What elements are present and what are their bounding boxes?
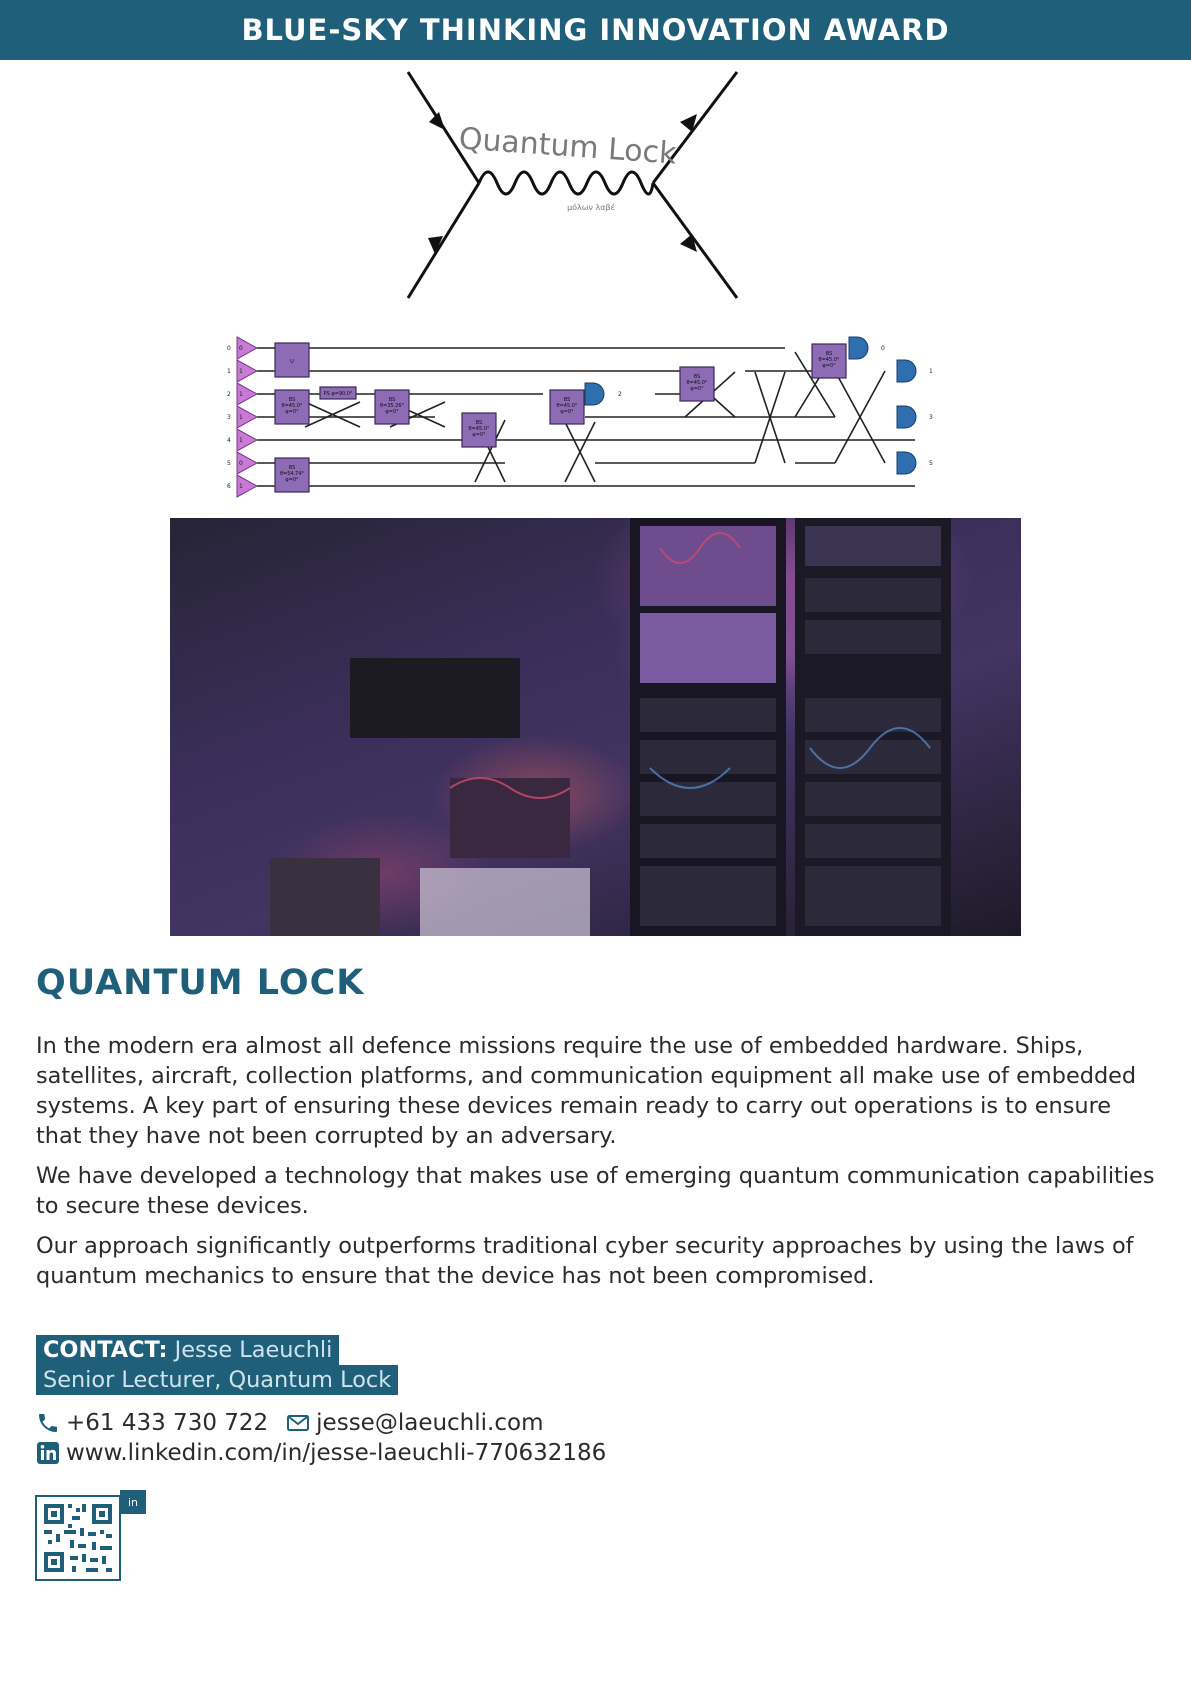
logo-motto: μόλων λαβέ <box>567 203 615 212</box>
circuit-input-label: 0 <box>239 460 243 467</box>
photon-wave <box>479 172 653 194</box>
detector <box>897 360 916 382</box>
phone-icon <box>36 1411 60 1435</box>
svg-text:θ=54.74°: θ=54.74° <box>279 471 305 477</box>
unitary-gate-label: U <box>290 359 294 365</box>
detector-label: 5 <box>929 460 933 467</box>
svg-text:BS: BS <box>288 397 296 403</box>
lab-hardware-photo <box>170 518 1021 936</box>
linkedin-icon <box>36 1441 60 1465</box>
arrow-top-left <box>429 112 445 130</box>
quantum-lock-logo <box>395 68 795 308</box>
detector-label: 3 <box>929 414 933 421</box>
circuit-input-label: 0 <box>239 345 243 352</box>
svg-text:θ=45.0°: θ=45.0° <box>468 426 490 432</box>
circuit-mode-label: 4 <box>227 437 231 444</box>
svg-text:BS: BS <box>563 397 571 403</box>
circuit-input-label: 1 <box>239 414 243 421</box>
detector-label: 0 <box>881 345 885 352</box>
svg-text:BS: BS <box>288 465 296 471</box>
header-title: BLUE-SKY THINKING INNOVATION AWARD <box>241 13 950 47</box>
body-paragraph-3: Our approach significantly outperforms traditional cyber security approaches by using the laws of quantum mechanics to ensure that the device has not been compromised. <box>36 1233 1134 1289</box>
svg-text:BS: BS <box>693 374 701 380</box>
svg-text:φ=0°: φ=0° <box>472 432 486 438</box>
circuit-input-label: 1 <box>239 483 243 490</box>
contact-name: Jesse Laeuchli <box>174 1337 333 1363</box>
fermion-line-bottom-left <box>408 183 479 298</box>
svg-text:θ=45.0°: θ=45.0° <box>818 357 840 363</box>
page-header <box>0 0 1191 60</box>
svg-text:φ=0°: φ=0° <box>560 409 574 415</box>
detector-label: 2 <box>618 391 622 398</box>
circuit-input-label: 1 <box>239 391 243 398</box>
fermion-line-bottom-right <box>653 183 737 298</box>
circuit-mode-label: 5 <box>227 460 231 467</box>
body-paragraph-2: We have developed a technology that makes use of emerging quantum communication capabilities to secure these devices. <box>36 1163 1155 1219</box>
svg-text:BS: BS <box>475 420 483 426</box>
photonic-circuit-diagram <box>227 332 935 504</box>
circuit-mode-label: 3 <box>227 414 231 421</box>
svg-text:θ=45.0°: θ=45.0° <box>556 403 578 409</box>
svg-text:φ=0°: φ=0° <box>385 409 399 415</box>
svg-text:BS: BS <box>388 397 396 403</box>
body-text <box>36 1031 1161 1301</box>
svg-text:φ=0°: φ=0° <box>285 477 299 483</box>
contact-info <box>36 1408 606 1468</box>
contact-role: Senior Lecturer, Quantum Lock <box>36 1365 398 1395</box>
body-paragraph-1: In the modern era almost all defence missions require the use of embedded hardware. Ships, satellites, aircraft, collection platforms, and communication equipment all make use of embedded systems. A key part of ensuring these devices remain ready to carry out operations is to ensure that they have not been corrupted by an adversary. <box>36 1033 1137 1149</box>
detector <box>897 406 916 428</box>
circuit-mode-label: 6 <box>227 483 231 490</box>
detector <box>849 337 868 359</box>
svg-text:φ=0°: φ=0° <box>285 409 299 415</box>
svg-text:φ=0°: φ=0° <box>822 363 836 369</box>
svg-text:φ=0°: φ=0° <box>690 386 704 392</box>
circuit-mode-label: 0 <box>227 345 231 352</box>
detector <box>897 452 916 474</box>
arrow-bottom-right <box>680 234 697 252</box>
detector <box>585 383 604 405</box>
phase-shifter-label: PS φ=90.0° <box>323 391 353 397</box>
contact-linkedin[interactable]: www.linkedin.com/in/jesse-laeuchli-770632186 <box>66 1440 607 1466</box>
circuit-input-label: 1 <box>239 368 243 375</box>
svg-text:θ=45.0°: θ=45.0° <box>281 403 303 409</box>
circuit-mode-label: 2 <box>227 391 231 398</box>
linkedin-qr-code[interactable] <box>36 1490 146 1580</box>
detector-label: 1 <box>929 368 933 375</box>
svg-text:θ=35.26°: θ=35.26° <box>379 403 405 409</box>
circuit-mode-label: 1 <box>227 368 231 375</box>
logo-text: Quantum Lock <box>457 121 678 172</box>
contact-email[interactable]: jesse@laeuchli.com <box>316 1410 544 1436</box>
contact-phone[interactable]: +61 433 730 722 <box>66 1410 269 1436</box>
contact-box <box>36 1335 398 1395</box>
contact-label: CONTACT: <box>43 1337 168 1363</box>
svg-text:θ=45.0°: θ=45.0° <box>686 380 708 386</box>
section-title: QUANTUM LOCK <box>36 963 365 1003</box>
svg-text:BS: BS <box>825 351 833 357</box>
contact-name-line <box>36 1335 339 1365</box>
lab-photo-illustration <box>170 518 1021 936</box>
circuit-input-label: 1 <box>239 437 243 444</box>
qr-badge-text: in <box>127 1496 139 1509</box>
email-icon <box>286 1411 310 1435</box>
